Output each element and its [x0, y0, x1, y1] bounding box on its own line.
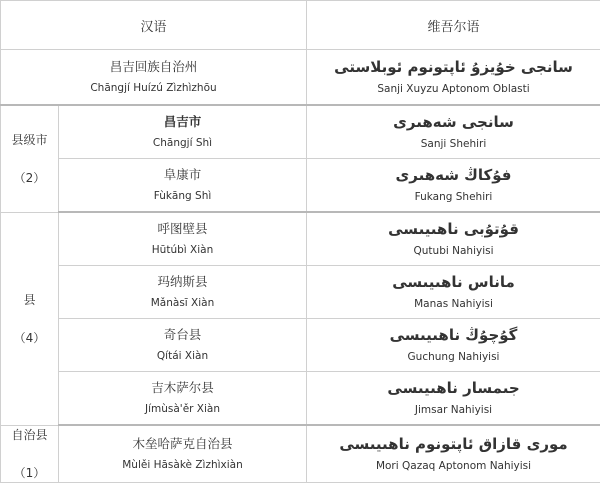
- header-row: [1, 1, 600, 50]
- uyghur-cell: [307, 105, 600, 159]
- table-row: [1, 319, 600, 372]
- uyghur-latin: Sanji Shehiri: [420, 138, 487, 150]
- pinyin: Qítái Xiàn: [156, 350, 209, 362]
- category-cell: [1, 212, 59, 425]
- category-count: （1）: [13, 465, 46, 480]
- pinyin: Jímùsà'ěr Xiàn: [145, 403, 221, 415]
- uyghur-name: سانجى خۇيزۇ ئاپتونوم ئوبلاستى: [334, 58, 573, 76]
- category-label: 县: [23, 292, 36, 307]
- pinyin: Hūtúbì Xiàn: [151, 244, 214, 256]
- category-cell: [1, 425, 59, 482]
- uyghur-name: مورى قازاق ئاپتونوم ناھىيىسى: [339, 434, 568, 453]
- chinese-name: 昌吉市: [163, 114, 202, 129]
- chinese-name: 阜康市: [163, 167, 202, 182]
- chinese-cell: [59, 159, 307, 213]
- table-row: [1, 159, 600, 213]
- uyghur-cell: [307, 266, 600, 319]
- uyghur-latin: Jimsar Nahiyisi: [414, 404, 493, 416]
- uyghur-name: فۇكاڭ شەھىرى: [395, 166, 512, 184]
- uyghur-name: ماناس ناھىيىسى: [392, 273, 515, 291]
- header-chinese: 汉语: [1, 1, 307, 50]
- uyghur-latin: Qutubi Nahiyisi: [413, 245, 494, 257]
- pinyin: Chāngjí Huízú Zìzhìzhōu: [90, 82, 217, 94]
- table-row: [1, 372, 600, 426]
- chinese-cell: [59, 212, 307, 266]
- category-count: （2）: [13, 170, 46, 185]
- chinese-cell: [59, 266, 307, 319]
- header-uyghur: 维吾尔语: [307, 1, 600, 50]
- prefecture-chinese-cell: [1, 50, 307, 106]
- chinese-name: 玛纳斯县: [157, 274, 208, 289]
- uyghur-latin: Mori Qazaq Aptonom Nahiyisi: [375, 459, 532, 472]
- chinese-cell: [59, 319, 307, 372]
- pinyin: Fùkāng Shì: [153, 190, 212, 202]
- uyghur-latin: Guchung Nahiyisi: [407, 351, 500, 363]
- prefecture-row: [1, 50, 600, 106]
- chinese-name: 昌吉回族自治州: [109, 59, 198, 74]
- chinese-cell: [59, 105, 307, 159]
- uyghur-name: جىمسار ناھىيىسى: [387, 379, 520, 397]
- uyghur-cell: [307, 212, 600, 266]
- category-cell: [1, 105, 59, 212]
- chinese-cell: [59, 425, 307, 482]
- uyghur-name: گۇچۇڭ ناھىيىسى: [389, 326, 518, 344]
- uyghur-latin: Sanji Xuyzu Aptonom Oblasti: [377, 83, 530, 95]
- uyghur-cell: [307, 159, 600, 213]
- category-count: （4）: [13, 330, 46, 345]
- table-row: [1, 105, 600, 159]
- pinyin: Mǎnàsī Xiàn: [150, 297, 215, 309]
- prefecture-uyghur-cell: [307, 50, 600, 106]
- chinese-name: 呼图壁县: [157, 221, 208, 236]
- uyghur-name: قۇتۇبى ناھىيىسى: [388, 220, 519, 238]
- table-row: [1, 266, 600, 319]
- table-row: [1, 212, 600, 266]
- category-label: 县级市: [11, 132, 48, 147]
- uyghur-cell: [307, 425, 600, 482]
- pinyin: Chāngjí Shì: [152, 137, 213, 149]
- chinese-name: 奇台县: [163, 327, 202, 342]
- table-row: [1, 425, 600, 482]
- category-label: 自治县: [11, 427, 48, 442]
- chinese-cell: [59, 372, 307, 426]
- chinese-name: 吉木萨尔县: [151, 380, 214, 395]
- uyghur-cell: [307, 372, 600, 426]
- uyghur-name: سانجى شەھىرى: [393, 113, 514, 131]
- chinese-name: 木垒哈萨克自治县: [132, 435, 233, 451]
- uyghur-latin: Manas Nahiyisi: [414, 298, 493, 310]
- uyghur-latin: Fukang Shehiri: [414, 191, 493, 203]
- uyghur-cell: [307, 319, 600, 372]
- pinyin: Mùlěi Hāsàkè Zìzhìxiàn: [122, 458, 243, 471]
